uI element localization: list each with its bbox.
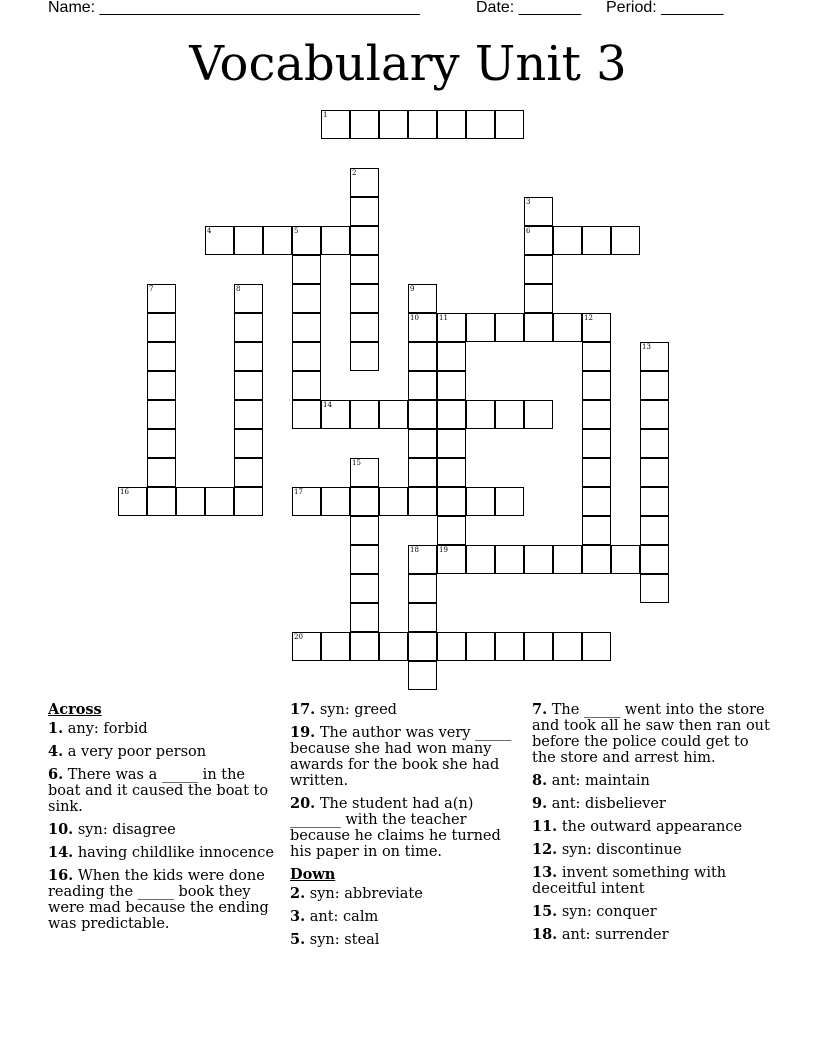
crossword-cell[interactable]	[234, 313, 263, 342]
crossword-cell[interactable]	[321, 226, 350, 255]
clue-number: 19	[439, 546, 448, 554]
clue-number: 7	[149, 285, 154, 293]
down-heading: Down	[290, 866, 336, 883]
crossword-cell[interactable]	[234, 371, 263, 400]
crossword-cell[interactable]	[582, 342, 611, 371]
crossword-cell[interactable]	[582, 487, 611, 516]
crossword-cell[interactable]	[234, 226, 263, 255]
crossword-cell[interactable]	[147, 429, 176, 458]
down-clue-11: 11. the outward appearance	[532, 818, 743, 835]
crossword-cell[interactable]	[466, 110, 495, 139]
crossword-cell[interactable]	[437, 313, 466, 342]
crossword-cell[interactable]	[147, 284, 176, 313]
crossword-cell[interactable]	[292, 226, 321, 255]
crossword-cell[interactable]	[640, 516, 669, 545]
crossword-cell[interactable]	[350, 168, 379, 197]
crossword-cell[interactable]	[640, 458, 669, 487]
crossword-cell[interactable]	[350, 284, 379, 313]
crossword-cell[interactable]	[524, 400, 553, 429]
clue-number: 14	[323, 401, 332, 409]
crossword-cell[interactable]	[524, 545, 553, 574]
crossword-cell[interactable]	[234, 429, 263, 458]
crossword-cell[interactable]	[524, 197, 553, 226]
down-clue-15: 15. syn: conquer	[532, 903, 657, 920]
crossword-cell[interactable]	[408, 603, 437, 632]
crossword-cell[interactable]	[321, 110, 350, 139]
crossword-cell[interactable]	[495, 110, 524, 139]
crossword-cell[interactable]	[234, 487, 263, 516]
crossword-cell[interactable]	[350, 487, 379, 516]
across-clue-6: 6. There was a _____ in the boat and it caused the boat to sink.	[48, 766, 269, 815]
clues-column-1	[48, 702, 280, 939]
clue-number: 17	[294, 488, 303, 496]
clue-number: 3	[526, 198, 531, 206]
crossword-cell[interactable]	[147, 371, 176, 400]
crossword-cell[interactable]	[292, 632, 321, 661]
crossword-cell[interactable]	[466, 487, 495, 516]
crossword-cell[interactable]	[466, 400, 495, 429]
across-clue-20: 20. The student had a(n) _______ with the teacher because he claims he turned his paper in on time.	[290, 795, 501, 860]
crossword-cell[interactable]	[553, 226, 582, 255]
down-clue-13: 13. invent something with deceitful intent	[532, 864, 727, 897]
crossword-cell[interactable]	[234, 342, 263, 371]
crossword-cell[interactable]	[408, 632, 437, 661]
crossword-cell[interactable]	[437, 371, 466, 400]
crossword-cell[interactable]	[640, 400, 669, 429]
clues-column-3	[532, 702, 772, 950]
crossword-cell[interactable]	[437, 110, 466, 139]
clue-number: 12	[584, 314, 593, 322]
crossword-cell[interactable]	[640, 371, 669, 400]
crossword-cell[interactable]	[524, 313, 553, 342]
crossword-cell[interactable]	[437, 632, 466, 661]
clue-number: 9	[410, 285, 415, 293]
clue-number: 1	[323, 111, 328, 119]
crossword-cell[interactable]	[147, 313, 176, 342]
crossword-cell[interactable]	[350, 197, 379, 226]
crossword-cell[interactable]	[292, 284, 321, 313]
crossword-cell[interactable]	[408, 661, 437, 690]
clue-number: 8	[236, 285, 241, 293]
crossword-cell[interactable]	[408, 545, 437, 574]
across-heading: Across	[48, 701, 102, 718]
clue-number: 20	[294, 633, 303, 641]
across-clue-14: 14. having childlike innocence	[48, 844, 274, 861]
down-clue-9: 9. ant: disbeliever	[532, 795, 666, 812]
crossword-cell[interactable]	[582, 400, 611, 429]
crossword-cell[interactable]	[234, 458, 263, 487]
crossword-cell[interactable]	[118, 487, 147, 516]
crossword-cell[interactable]	[524, 284, 553, 313]
clue-number: 13	[642, 343, 651, 351]
crossword-cell[interactable]	[640, 429, 669, 458]
crossword-cell[interactable]	[350, 603, 379, 632]
crossword-cell[interactable]	[640, 545, 669, 574]
crossword-cell[interactable]	[350, 255, 379, 284]
crossword-cell[interactable]	[350, 313, 379, 342]
crossword-cell[interactable]	[437, 400, 466, 429]
across-clue-19: 19. The author was very _____ because she had won many awards for the book she had written.	[290, 724, 512, 789]
crossword-cell[interactable]	[350, 226, 379, 255]
crossword-cell[interactable]	[437, 342, 466, 371]
crossword-cell[interactable]	[292, 342, 321, 371]
clue-number: 6	[526, 227, 531, 235]
crossword-cell[interactable]	[321, 487, 350, 516]
crossword-cell[interactable]	[466, 313, 495, 342]
across-clue-10: 10. syn: disagree	[48, 821, 176, 838]
page-title: Vocabulary Unit 3	[189, 36, 627, 92]
crossword-cell[interactable]	[408, 429, 437, 458]
crossword-cell[interactable]	[495, 487, 524, 516]
crossword-cell[interactable]	[176, 487, 205, 516]
crossword-cell[interactable]	[292, 487, 321, 516]
crossword-cell[interactable]	[495, 632, 524, 661]
down-clue-18: 18. ant: surrender	[532, 926, 669, 943]
crossword-cell[interactable]	[495, 545, 524, 574]
clue-number: 5	[294, 227, 299, 235]
clue-number: 10	[410, 314, 419, 322]
down-clue-5: 5. syn: steal	[290, 931, 380, 948]
crossword-cell[interactable]	[640, 487, 669, 516]
crossword-cell[interactable]	[495, 400, 524, 429]
crossword-cell[interactable]	[582, 429, 611, 458]
crossword-cell[interactable]	[553, 545, 582, 574]
crossword-cell[interactable]	[495, 313, 524, 342]
crossword-cell[interactable]	[640, 342, 669, 371]
crossword-cell[interactable]	[147, 458, 176, 487]
crossword-cell[interactable]	[350, 458, 379, 487]
down-clue-3: 3. ant: calm	[290, 908, 379, 925]
crossword-cell[interactable]	[582, 313, 611, 342]
crossword-cell[interactable]	[408, 110, 437, 139]
crossword-cell[interactable]	[582, 545, 611, 574]
crossword-cell[interactable]	[582, 226, 611, 255]
crossword-cell[interactable]	[379, 487, 408, 516]
crossword-cell[interactable]	[524, 255, 553, 284]
crossword-cell[interactable]	[408, 342, 437, 371]
crossword-cell[interactable]	[234, 400, 263, 429]
across-clue-1: 1. any: forbid	[48, 720, 148, 737]
crossword-cell[interactable]	[408, 371, 437, 400]
crossword-cell[interactable]	[205, 226, 234, 255]
down-clue-7: 7. The _____ went into the store and took all he saw then ran out before the police could get to the store and arrest him.	[532, 701, 770, 766]
crossword-cell[interactable]	[466, 632, 495, 661]
down-clue-12: 12. syn: discontinue	[532, 841, 682, 858]
crossword-cell[interactable]	[582, 632, 611, 661]
clue-number: 18	[410, 546, 419, 554]
date-field-label[interactable]: Date: _______	[476, 0, 581, 16]
crossword-cell[interactable]	[437, 429, 466, 458]
crossword-cell[interactable]	[408, 400, 437, 429]
across-clue-16: 16. When the kids were done reading the _____ book they were mad because the ending was predictable.	[48, 867, 269, 932]
clue-number: 4	[207, 227, 212, 235]
crossword-cell[interactable]	[292, 371, 321, 400]
period-field-label[interactable]: Period: _______	[606, 0, 724, 16]
crossword-cell[interactable]	[350, 110, 379, 139]
crossword-cell[interactable]	[437, 516, 466, 545]
crossword-cell[interactable]	[379, 632, 408, 661]
clue-number: 11	[439, 314, 448, 322]
crossword-cell[interactable]	[582, 371, 611, 400]
crossword-cell[interactable]	[350, 400, 379, 429]
crossword-cell[interactable]	[147, 342, 176, 371]
clue-number: 2	[352, 169, 357, 177]
crossword-cell[interactable]	[640, 574, 669, 603]
crossword-cell[interactable]	[524, 226, 553, 255]
crossword-cell[interactable]	[205, 487, 234, 516]
crossword-cell[interactable]	[350, 342, 379, 371]
crossword-cell[interactable]	[234, 284, 263, 313]
crossword-cell[interactable]	[350, 574, 379, 603]
down-clue-2: 2. syn: abbreviate	[290, 885, 423, 902]
crossword-cell[interactable]	[553, 632, 582, 661]
crossword-cell[interactable]	[350, 516, 379, 545]
crossword-cell[interactable]	[350, 632, 379, 661]
crossword-cell[interactable]	[408, 284, 437, 313]
crossword-cell[interactable]	[321, 400, 350, 429]
crossword-cell[interactable]	[147, 487, 176, 516]
crossword-cell[interactable]	[408, 487, 437, 516]
crossword-cell[interactable]	[408, 458, 437, 487]
crossword-cell[interactable]	[466, 545, 495, 574]
clue-number: 16	[120, 488, 129, 496]
crossword-cell[interactable]	[437, 458, 466, 487]
clues-column-2	[290, 702, 522, 955]
down-clue-8: 8. ant: maintain	[532, 772, 650, 789]
crossword-cell[interactable]	[292, 313, 321, 342]
crossword-cell[interactable]	[437, 487, 466, 516]
across-clue-17: 17. syn: greed	[290, 701, 397, 718]
across-clue-4: 4. a very poor person	[48, 743, 207, 760]
crossword-cell[interactable]	[437, 545, 466, 574]
crossword-cell[interactable]	[321, 632, 350, 661]
crossword-cell[interactable]	[553, 313, 582, 342]
crossword-cell[interactable]	[408, 313, 437, 342]
crossword-cell[interactable]	[379, 110, 408, 139]
crossword-cell[interactable]	[350, 545, 379, 574]
crossword-cell[interactable]	[611, 545, 640, 574]
crossword-cell[interactable]	[379, 400, 408, 429]
crossword-cell[interactable]	[292, 255, 321, 284]
crossword-cell[interactable]	[292, 400, 321, 429]
crossword-cell[interactable]	[147, 400, 176, 429]
crossword-cell[interactable]	[263, 226, 292, 255]
crossword-cell[interactable]	[408, 574, 437, 603]
name-field-label[interactable]: Name: ____________________________________	[48, 0, 420, 16]
clue-number: 15	[352, 459, 361, 467]
crossword-cell[interactable]	[611, 226, 640, 255]
crossword-cell[interactable]	[582, 516, 611, 545]
crossword-cell[interactable]	[582, 458, 611, 487]
crossword-cell[interactable]	[524, 632, 553, 661]
